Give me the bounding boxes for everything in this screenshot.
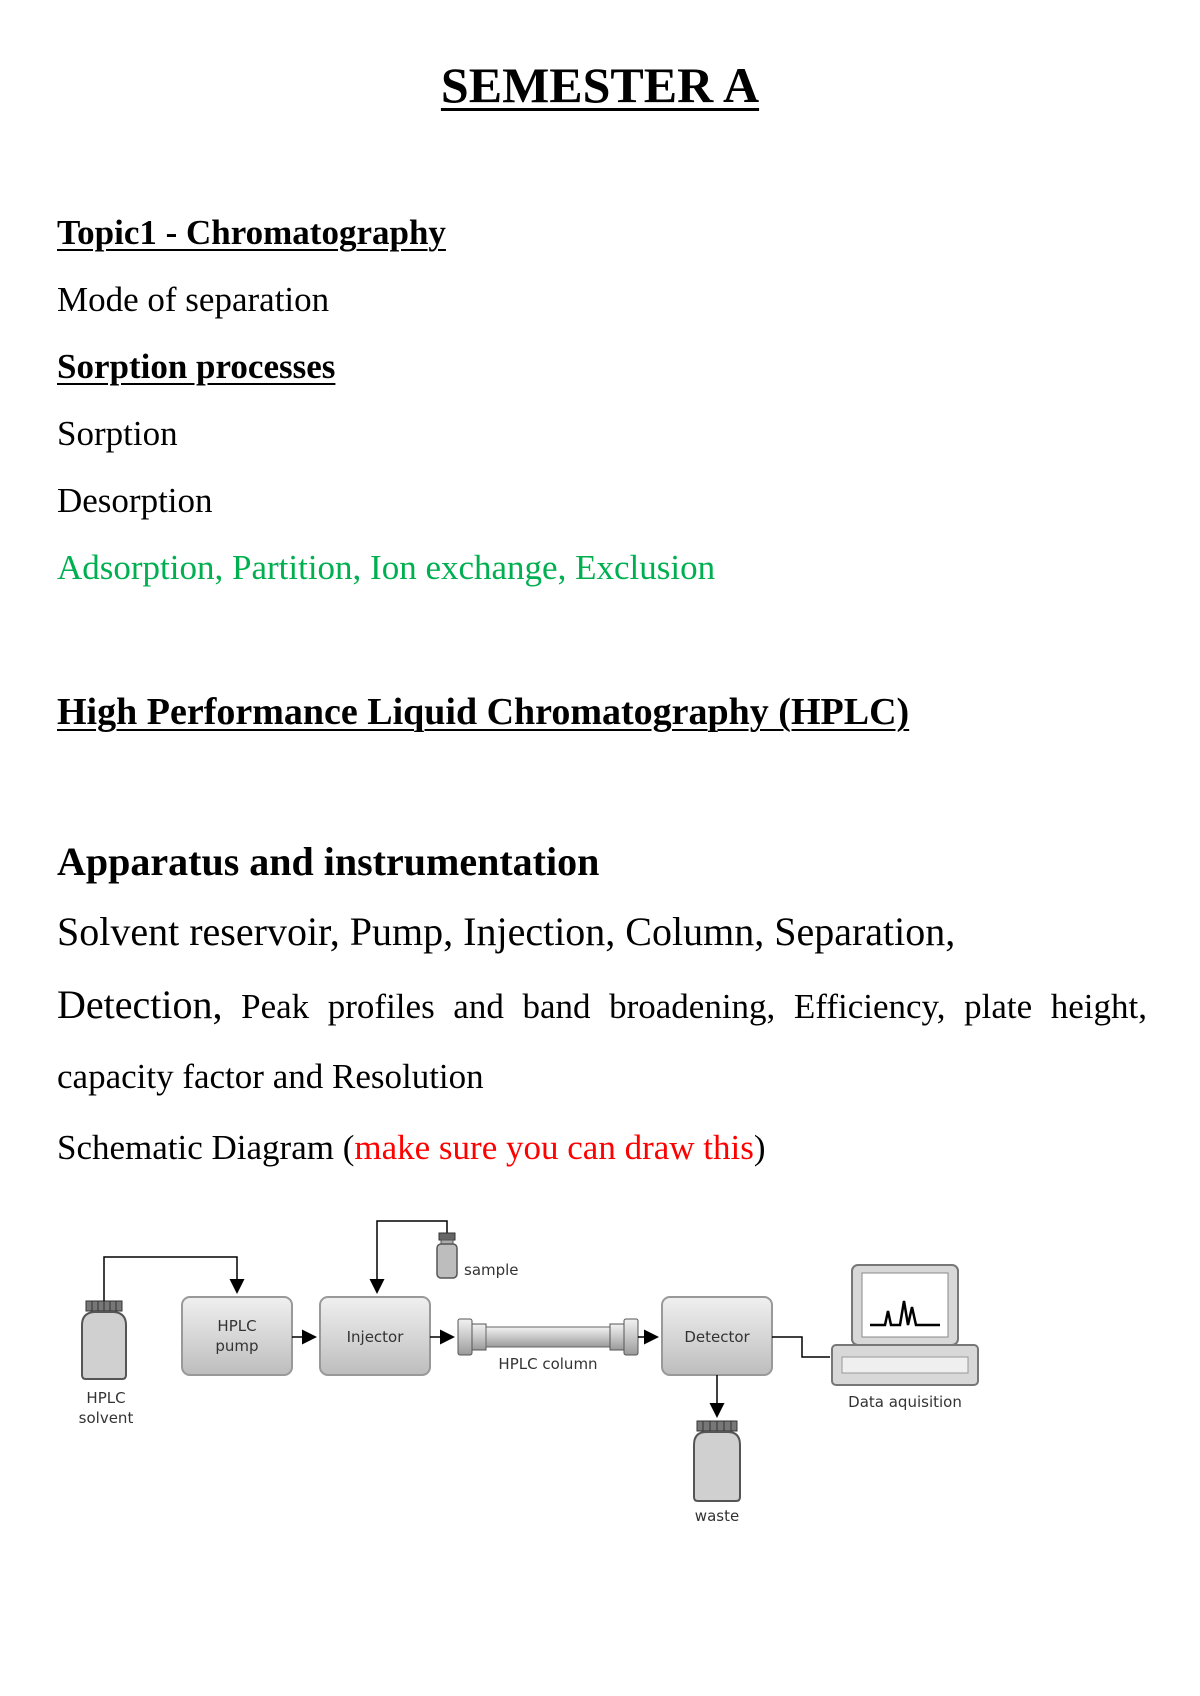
waste-label: waste xyxy=(694,1507,740,1525)
apparatus-line-1: Solvent reservoir, Pump, Injection, Column, Separation, xyxy=(57,909,956,954)
hplc-pump-box xyxy=(182,1297,292,1375)
mode-line: Mode of separation xyxy=(57,280,330,319)
topic-heading: Topic1 - Chromatography xyxy=(57,213,446,252)
detector-label: Detector xyxy=(684,1328,750,1346)
schematic-suffix: ) xyxy=(753,1128,766,1167)
data-acquisition-label: Data aquisition xyxy=(848,1393,962,1411)
pump-label-2: pump xyxy=(215,1337,259,1355)
pump-label-1: HPLC xyxy=(217,1317,257,1335)
sample-label: sample xyxy=(464,1261,519,1279)
waste-bottle-icon xyxy=(694,1421,740,1501)
solvent-label-2: solvent xyxy=(78,1409,134,1427)
detector-to-data-line xyxy=(772,1337,830,1357)
apparatus-paragraph xyxy=(57,970,1147,1112)
schematic-note: make sure you can draw this xyxy=(354,1128,754,1167)
apparatus-rest: Peak profiles and band broadening, Efficiency, plate height, capacity factor and Resolution xyxy=(57,987,1147,1096)
page-title: SEMESTER A xyxy=(440,57,760,113)
solvent-bottle-icon xyxy=(82,1301,126,1379)
column-label: HPLC column xyxy=(498,1355,598,1373)
processes-list: Adsorption, Partition, Ion exchange, Exclusion xyxy=(57,548,716,587)
injector-label: Injector xyxy=(346,1328,404,1346)
sorption-heading: Sorption processes xyxy=(57,347,336,386)
desorption-item: Desorption xyxy=(57,481,213,520)
sorption-item: Sorption xyxy=(57,414,178,453)
hplc-schematic-diagram xyxy=(70,1215,1000,1545)
hplc-column-icon xyxy=(458,1319,638,1355)
sample-vial-icon xyxy=(437,1233,457,1278)
computer-monitor-icon xyxy=(832,1265,978,1385)
solvent-to-pump-arrow xyxy=(104,1257,237,1301)
solvent-label-1: HPLC xyxy=(86,1389,126,1407)
schematic-line xyxy=(57,1128,766,1168)
hplc-heading: High Performance Liquid Chromatography (HPLC) xyxy=(57,691,910,733)
apparatus-detection: Detection, xyxy=(57,982,223,1027)
schematic-prefix: Schematic Diagram ( xyxy=(57,1128,355,1167)
apparatus-heading: Apparatus and instrumentation xyxy=(57,839,600,884)
